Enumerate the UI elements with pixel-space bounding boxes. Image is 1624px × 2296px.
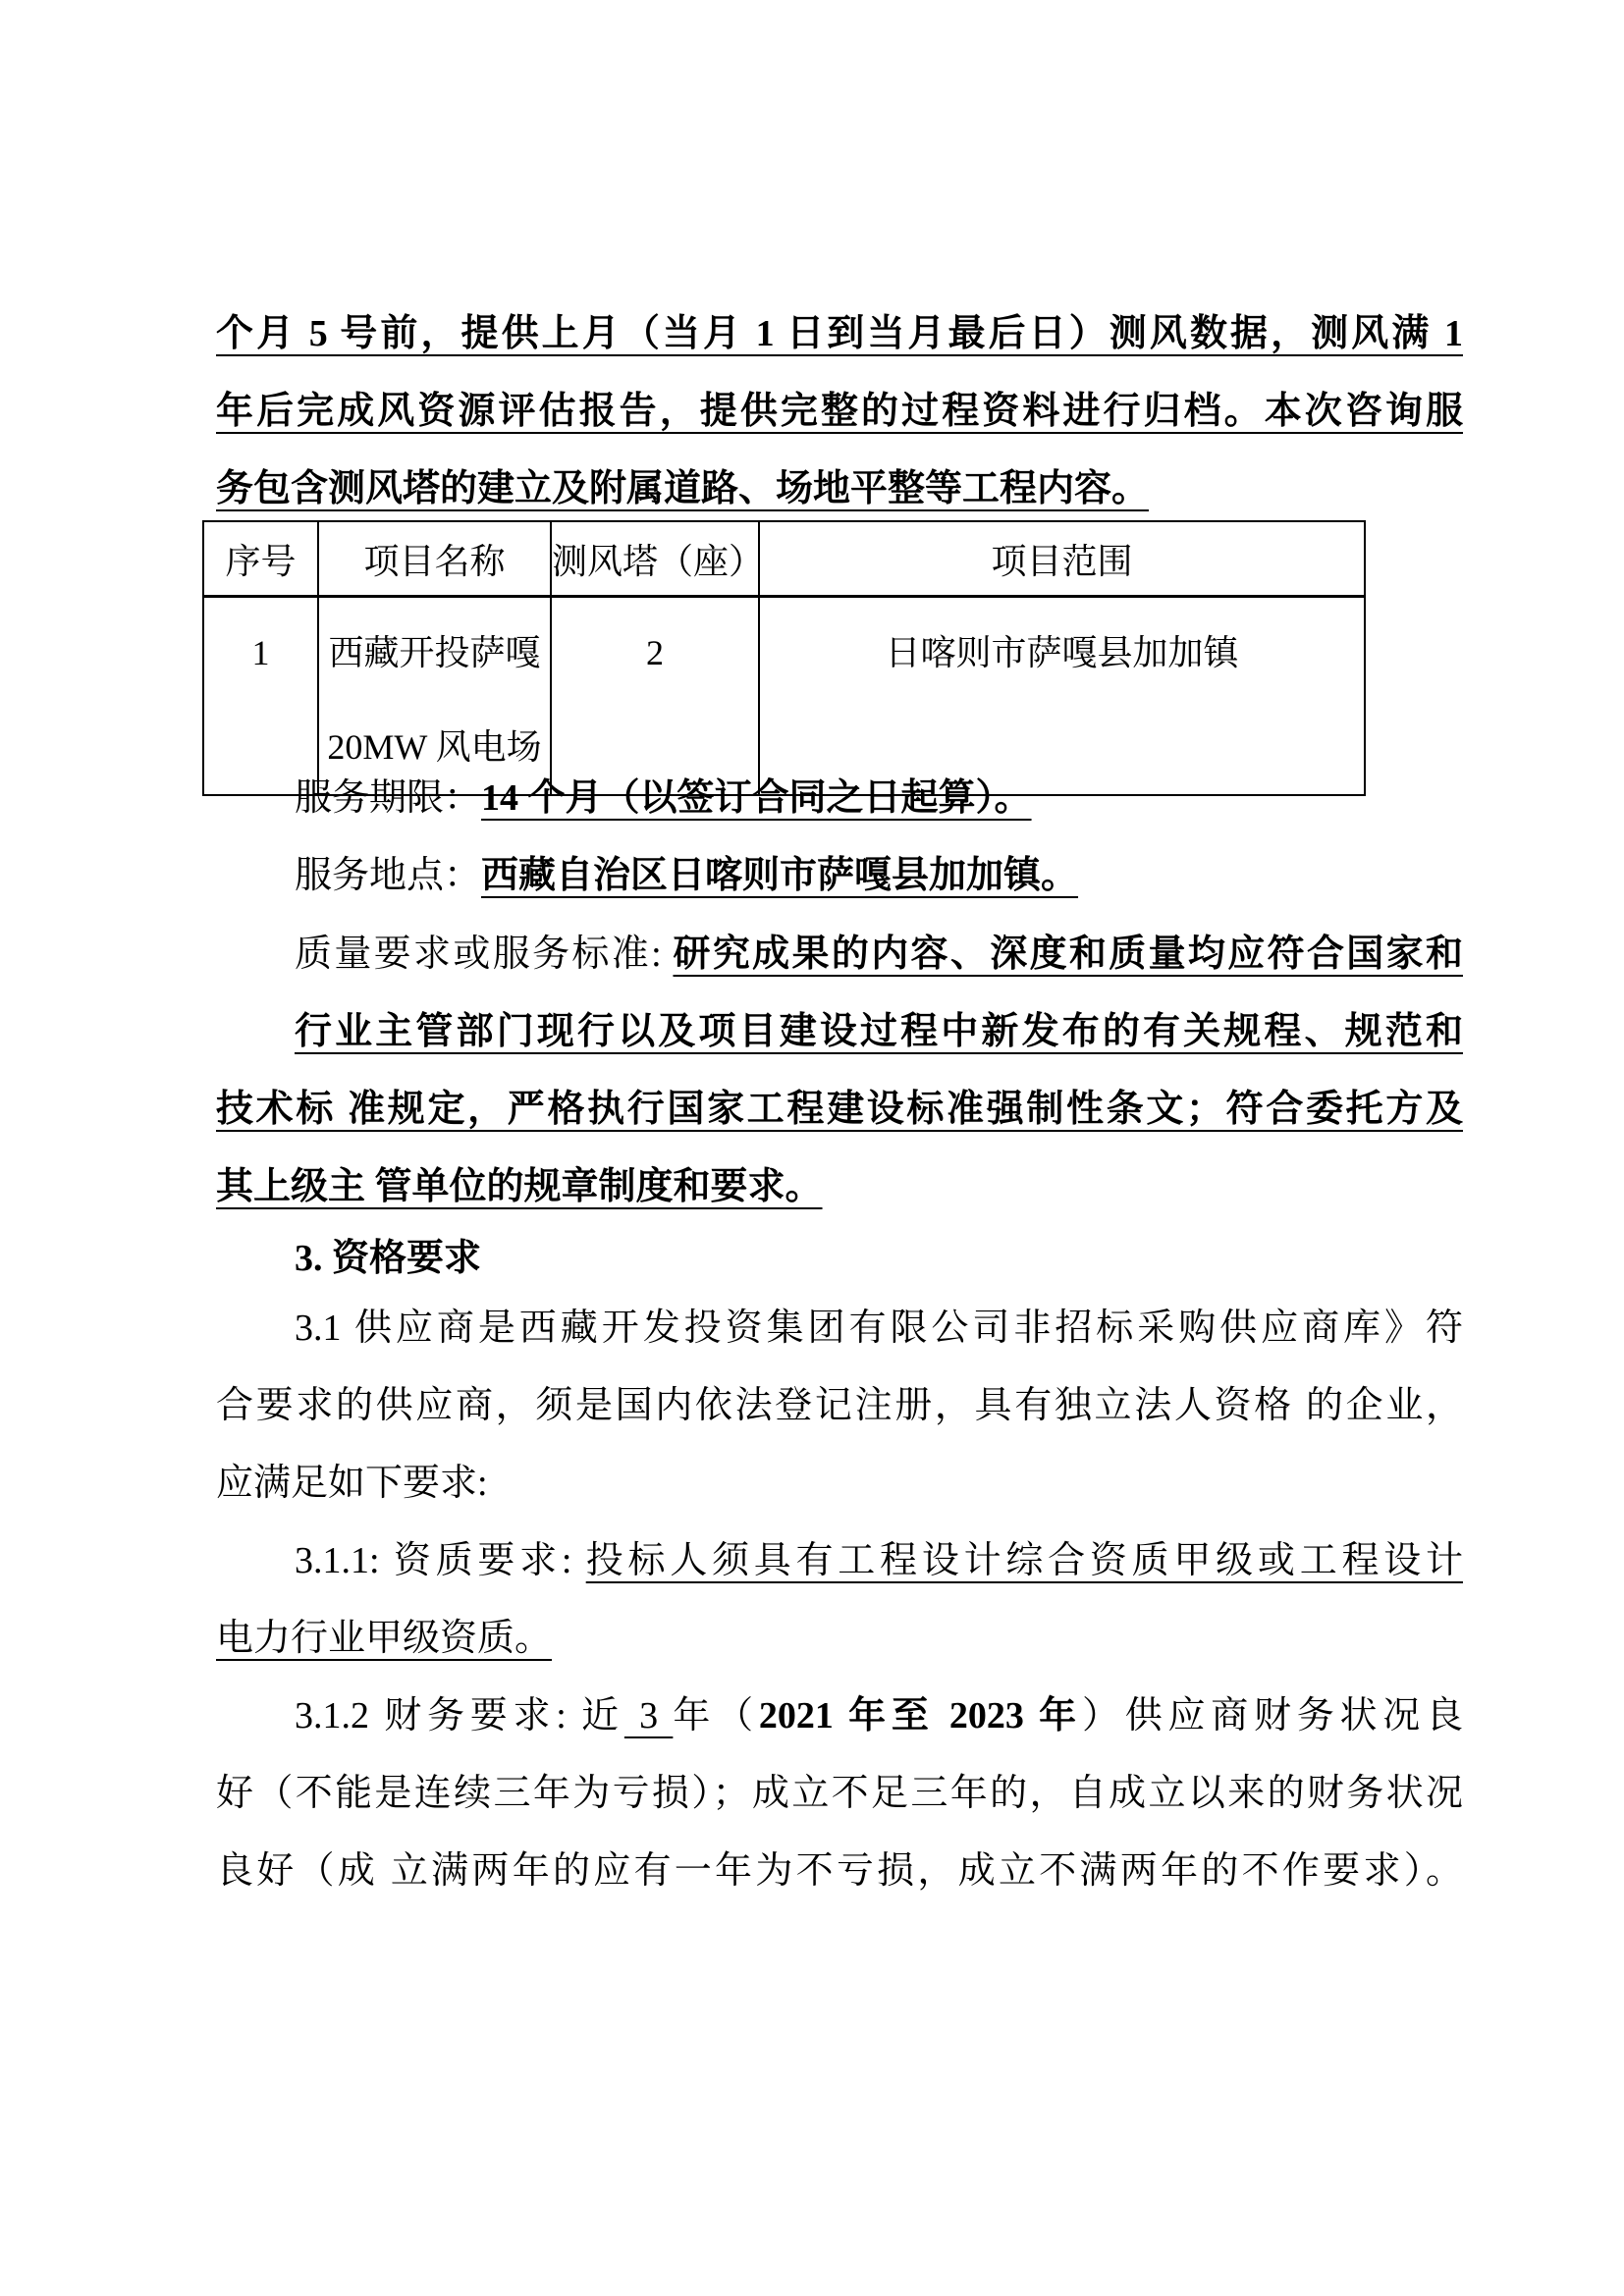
cell-scope: 日喀则市萨嘎县加加镇: [759, 597, 1365, 796]
clause-3-1-line-2: [216, 1382, 1463, 1429]
paragraph-line-1: [216, 310, 1463, 357]
service-location-line: [216, 852, 1463, 899]
quality-requirement-line-4: [216, 1163, 1463, 1210]
quality-value: 行业主管部门现行以及项目建设过程中新发布的有关规程、规范和: [295, 1011, 1463, 1052]
section-heading-text: 3. 资格要求: [295, 1238, 482, 1279]
clause-text: 年（: [673, 1695, 759, 1736]
clause-3-1-1-line-1: [216, 1537, 1463, 1584]
service-location-label: 服务地点：: [295, 855, 482, 896]
header-project-name: 项目名称: [318, 521, 551, 597]
clause-text: ）供应商财务状况良: [1081, 1695, 1463, 1736]
clause-3-1-2-line-2: [216, 1770, 1463, 1817]
table-row: [203, 597, 1365, 796]
period-bold: 2021 年至 2023 年: [758, 1695, 1082, 1736]
clause-3-1-2-line-1: [216, 1692, 1463, 1739]
quality-value: 其上级主 管单位的规章制度和要求。: [216, 1166, 823, 1207]
header-towers: 测风塔（座）: [551, 521, 759, 597]
clause-3-1-2-line-3: [216, 1847, 1463, 1895]
clause-text: 好（不能是连续三年为亏损）；成立不足三年的，自成立以来的财务状况: [216, 1773, 1463, 1814]
project-name-line-2: 20MW 风电场: [327, 727, 542, 767]
clause-text: 3.1 供应商是西藏开发投资集团有限公司非招标采购供应商库》符: [295, 1308, 1463, 1349]
quality-requirement-line-3: [216, 1086, 1463, 1133]
paragraph-line-3: [216, 465, 1463, 512]
service-duration-line: [216, 774, 1463, 822]
clause-3-1-1-line-2: [216, 1615, 1463, 1662]
cell-project-name: [318, 597, 551, 796]
paragraph-text: 个月 5 号前，提供上月（当月 1 日到当月最后日）测风数据，测风满 1: [216, 313, 1463, 354]
clause-text: 应满足如下要求:: [216, 1463, 488, 1504]
clause-label: 3.1.1: 资质要求:: [295, 1540, 586, 1581]
quality-value: 研究成果的内容、深度和质量均应符合国家和: [673, 934, 1463, 975]
clause-label: 3.1.2 财务要求: 近: [295, 1695, 624, 1736]
clause-3-1-line-3: [216, 1460, 1463, 1507]
quality-requirement-line-1: [216, 931, 1463, 978]
years-underlined: 3: [623, 1695, 674, 1736]
clause-text: 良好（成 立满两年的应有一年为不亏损，成立不满两年的不作要求）。: [216, 1850, 1463, 1892]
paragraph-text: 年后完成风资源评估报告，提供完整的过程资料进行归档。本次咨询服: [216, 391, 1463, 432]
section-heading: [216, 1235, 1463, 1282]
quality-label: 质量要求或服务标准:: [295, 934, 674, 975]
quality-requirement-line-2: [216, 1008, 1463, 1055]
paragraph-text: 务包含测风塔的建立及附属道路、场地平整等工程内容。: [216, 468, 1150, 509]
service-duration-value: 14 个月（以签订合同之日起算）。: [481, 777, 1032, 819]
service-location-value: 西藏自治区日喀则市萨嘎县加加镇。: [481, 855, 1079, 896]
clause-3-1-line-1: [216, 1305, 1463, 1352]
header-index: 序号: [203, 521, 318, 597]
header-scope: 项目范围: [759, 521, 1365, 597]
clause-underlined-text: 投标人须具有工程设计综合资质甲级或工程设计: [585, 1540, 1463, 1581]
quality-value: 技术标 准规定，严格执行国家工程建设标准强制性条文；符合委托方及: [216, 1089, 1463, 1130]
table-header-row: [203, 521, 1365, 597]
cell-towers: 2: [551, 597, 759, 796]
cell-index: 1: [203, 597, 318, 796]
paragraph-line-2: [216, 388, 1463, 435]
service-duration-label: 服务期限：: [295, 777, 482, 819]
project-table: [202, 520, 1366, 796]
clause-underlined-text: 电力行业甲级资质。: [216, 1618, 553, 1659]
project-name-line-1: 西藏开投萨嘎: [328, 633, 541, 672]
clause-text: 合要求的供应商，须是国内依法登记注册，具有独立法人资格 的企业，: [216, 1385, 1463, 1426]
